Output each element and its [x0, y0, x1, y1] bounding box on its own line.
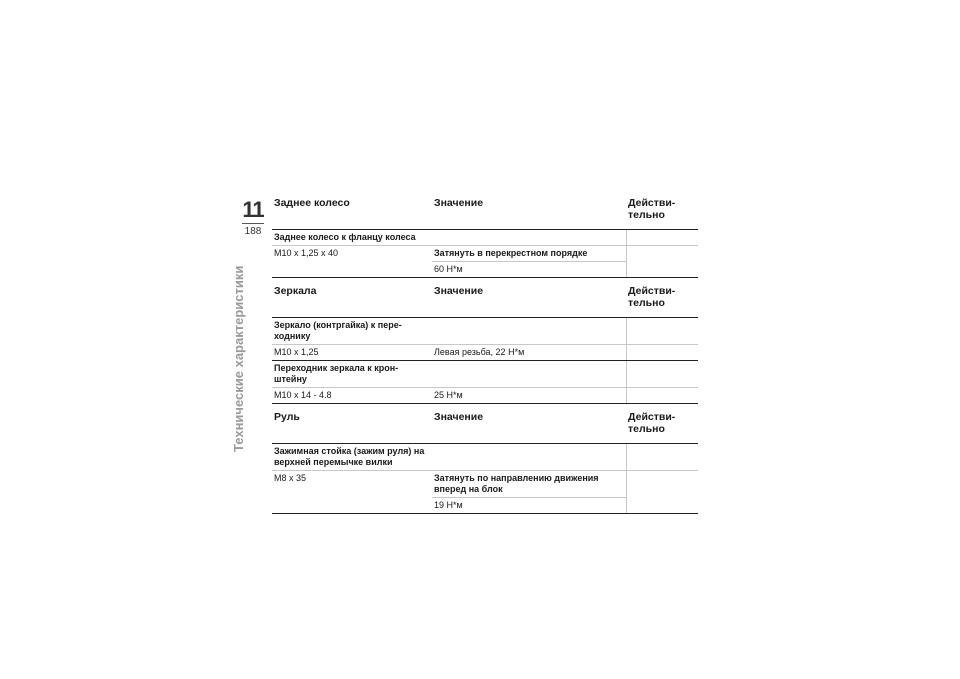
- row-cell-empty: [626, 230, 698, 246]
- row-note: Затянуть в перекрестном порядке: [432, 246, 626, 262]
- table-row: [272, 345, 698, 361]
- table-header-row: [272, 196, 698, 230]
- row-cell-empty: [626, 361, 698, 388]
- row-cell-empty: [432, 361, 626, 388]
- row-cell-empty: [432, 444, 626, 471]
- table-header-row: [272, 284, 698, 318]
- table-row: [272, 246, 698, 262]
- chapter-number: 11: [242, 197, 264, 222]
- row-value: Левая резьба, 22 Н*м: [432, 345, 626, 361]
- row-cell-empty: [626, 444, 698, 471]
- row-valid-cell: [626, 388, 698, 404]
- row-valid-cell: [626, 246, 698, 278]
- header-value: Значение: [432, 410, 626, 444]
- row-group-label: Зеркало (контргайка) к пере-ходнику: [272, 318, 432, 345]
- row-spec: М10 х 14 - 4.8: [272, 388, 432, 404]
- header-part: Руль: [272, 410, 432, 444]
- row-valid-cell: [626, 345, 698, 361]
- row-group-label: Переходник зеркала к крон-штейну: [272, 361, 432, 388]
- table-row: [272, 444, 698, 471]
- table-row: [272, 388, 698, 404]
- row-cell-empty: [432, 230, 626, 246]
- header-part: Зеркала: [272, 284, 432, 318]
- table-handlebar: [272, 410, 698, 514]
- table-header-row: [272, 410, 698, 444]
- row-cell-empty: [432, 318, 626, 345]
- table-row: [272, 230, 698, 246]
- spec-tables: [272, 196, 698, 514]
- row-spec: М10 х 1,25 х 40: [272, 246, 432, 278]
- table-rear-wheel: [272, 196, 698, 278]
- table-row: [272, 361, 698, 388]
- table-row: [272, 318, 698, 345]
- header-part: Заднее колесо: [272, 196, 432, 230]
- row-note: Затянуть по направлению движения вперед на блок: [432, 471, 626, 498]
- header-valid: Действи-тельно: [626, 410, 698, 444]
- header-value: Значение: [432, 284, 626, 318]
- chapter-divider: [242, 223, 264, 224]
- header-valid: Действи-тельно: [626, 196, 698, 230]
- header-value: Значение: [432, 196, 626, 230]
- row-group-label: Заднее колесо к фланцу колеса: [272, 230, 432, 246]
- row-group-label: Зажимная стойка (зажим руля) на верхней перемычке вилки: [272, 444, 432, 471]
- row-value: 60 Н*м: [432, 262, 626, 278]
- row-spec: М10 х 1,25: [272, 345, 432, 361]
- table-row: [272, 471, 698, 498]
- row-value: 19 Н*м: [432, 498, 626, 514]
- row-valid-cell: [626, 471, 698, 514]
- row-cell-empty: [626, 318, 698, 345]
- page-number: 188: [244, 226, 262, 237]
- header-valid: Действи-тельно: [626, 284, 698, 318]
- row-spec: М8 х 35: [272, 471, 432, 514]
- table-mirrors: [272, 284, 698, 404]
- row-value: 25 Н*м: [432, 388, 626, 404]
- chapter-side-title: Технические характеристики: [231, 265, 246, 452]
